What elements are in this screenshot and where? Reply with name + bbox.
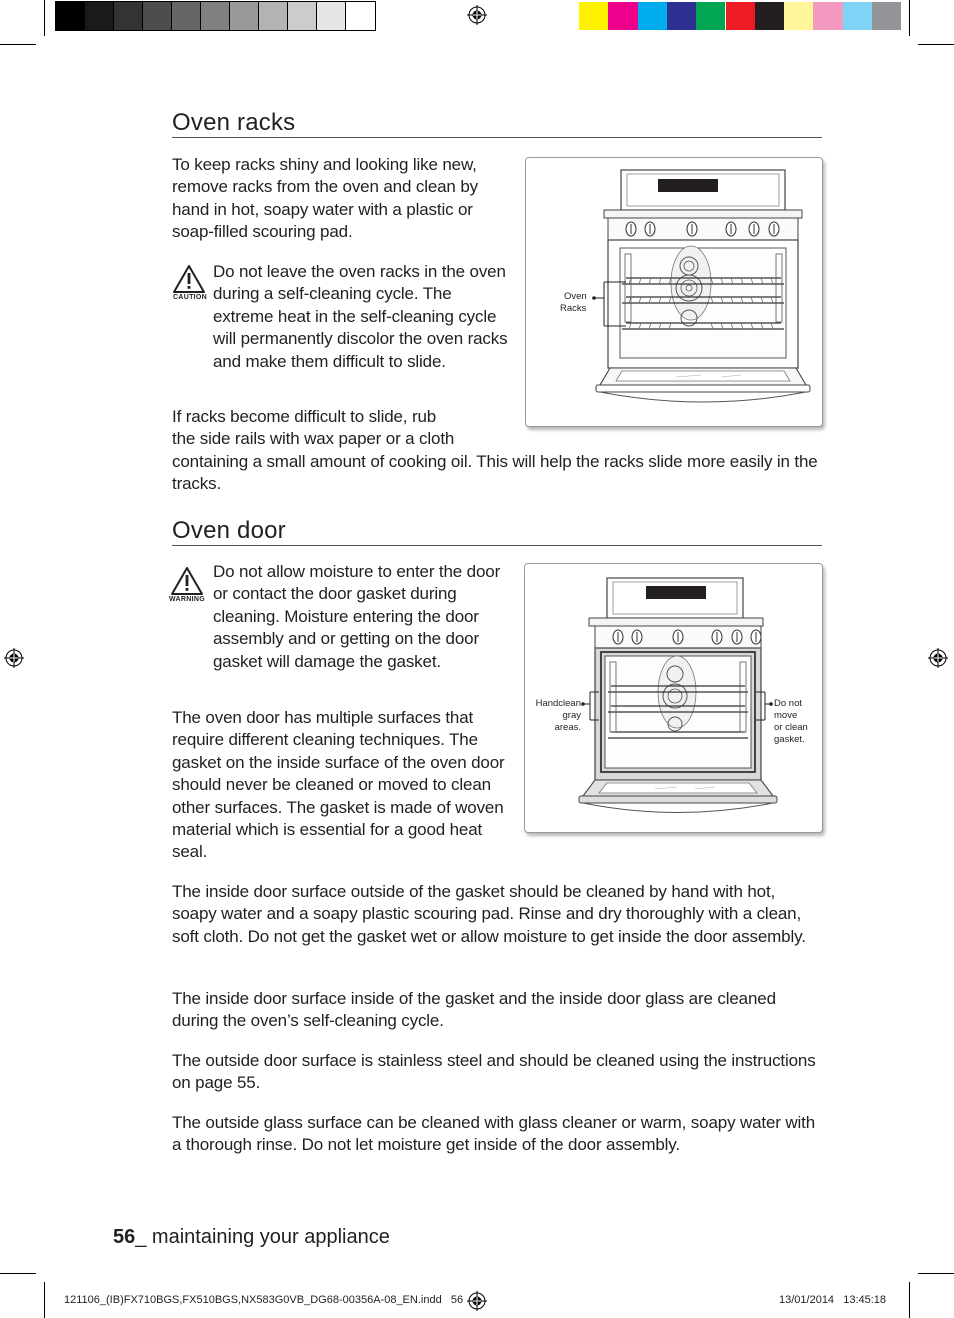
gray-swatch	[317, 2, 346, 30]
color-swatch	[872, 2, 901, 30]
racks-intro-text: To keep racks shiny and looking like new, remove racks from the oven and clean by hand in hot, soapy water with a plastic or soap-filled scouring pad.	[172, 155, 478, 242]
gray-swatch	[172, 2, 201, 30]
color-swatch	[813, 2, 842, 30]
crop-mark	[44, 0, 45, 36]
gray-swatch	[288, 2, 317, 30]
color-swatch	[784, 2, 813, 30]
color-swatch	[638, 2, 667, 30]
door-paragraph-2: The inside door surface inside of the gasket and the inside door glass are cleaned during the oven’s self-cleaning cycle.	[172, 989, 776, 1031]
handclean-label-line-1: Handclean	[535, 698, 581, 709]
door-paragraph-1: The inside door surface outside of the gasket should be cleaned by hand with hot, soapy water and a soapy plastic scouring pad. Rinse and dry thoroughly with a clean, soft cloth. Do not get the gasket wet or allow moisture to get inside the door assembly.	[172, 882, 806, 946]
racks-tip-line-2: the side rails with wax paper or a cloth	[172, 429, 455, 448]
registration-mark-icon	[4, 648, 24, 668]
gasket-label-line-2: move	[774, 710, 798, 721]
racks-tip-rest: containing a small amount of cooking oil. This will help the racks slide more easily in the tracks.	[172, 452, 818, 494]
warning-label: WARNING	[169, 596, 205, 603]
door-paragraph-3: The outside door surface is stainless steel and should be cleaned using the instructions on page 55.	[172, 1051, 816, 1093]
gray-swatch	[259, 2, 288, 30]
color-swatch	[843, 2, 872, 30]
crop-mark	[0, 44, 36, 45]
oven-door-figure	[524, 563, 823, 833]
gasket-label-line-3: or clean	[774, 722, 808, 733]
caution-text: Do not leave the oven racks in the oven during a self-cleaning cycle. The extreme heat in the self-cleaning cycle will permanently discolor the oven racks and make them difficult to slide.	[213, 262, 508, 371]
warning-icon	[169, 566, 205, 596]
oven-racks-label-line-1: Oven	[564, 291, 587, 302]
page-footer	[113, 1226, 390, 1249]
oven-racks-figure	[525, 157, 823, 427]
crop-mark	[909, 1282, 910, 1318]
handclean-label-line-3: areas.	[554, 722, 581, 733]
color-swatch	[667, 2, 696, 30]
color-swatch	[755, 2, 784, 30]
racks-tip-line-1: If racks become difficult to slide, rub	[172, 407, 437, 426]
gasket-label-line-1: Do not	[774, 698, 802, 709]
gray-swatch	[114, 2, 143, 30]
caution-label: CAUTION	[173, 294, 207, 301]
color-swatch	[696, 2, 725, 30]
registration-mark-icon	[467, 5, 487, 25]
gray-swatch	[201, 2, 230, 30]
handclean-label-line-2: gray	[562, 710, 581, 721]
gasket-label-line-4: gasket.	[774, 734, 805, 745]
gray-swatch	[56, 2, 85, 30]
door-paragraph-4: The outside glass surface can be cleaned with glass cleaner or warm, soapy water with a thorough rinse. Do not let moisture get inside of the door assembly.	[172, 1113, 816, 1155]
section-rule	[172, 545, 822, 546]
registration-mark-icon	[467, 1291, 487, 1311]
crop-mark	[918, 1273, 954, 1274]
warning-text: Do not allow moisture to enter the door or contact the door gasket during cleaning. Moisture entering the door assembly and or getting on the door gasket will damage the gasket.	[213, 562, 501, 671]
door-surfaces-text: The oven door has multiple surfaces that require different cleaning techniques. The gasket on the inside surface of the oven door should never be cleaned or moved to clean other surfaces. The gasket is made of woven material which is essential for a good heat seal.	[172, 708, 505, 862]
color-swatch	[726, 2, 755, 30]
section-title-oven-racks: Oven racks	[172, 109, 296, 136]
color-swatch	[608, 2, 637, 30]
crop-mark	[918, 44, 954, 45]
gray-swatch	[143, 2, 172, 30]
section-rule	[172, 137, 822, 138]
section-title-oven-door: Oven door	[172, 517, 286, 544]
timestamp: 13/01/2014 13:45:18	[779, 1294, 887, 1306]
crop-mark	[909, 0, 910, 36]
gray-swatch	[346, 2, 375, 30]
registration-mark-icon	[928, 648, 948, 668]
section-name: _ maintaining your appliance	[135, 1226, 390, 1248]
oven-racks-label-line-2: Racks	[560, 303, 587, 314]
crop-mark	[44, 1282, 45, 1318]
crop-mark	[0, 1273, 36, 1274]
caution-icon	[171, 264, 207, 294]
gray-swatch	[230, 2, 259, 30]
color-swatch	[579, 2, 608, 30]
gray-swatch	[85, 2, 114, 30]
file-info: 121106_(IB)FX710BGS,FX510BGS,NX583G0VB_DG68-00356A-08_EN.indd 56	[64, 1294, 464, 1306]
page-number: 56	[113, 1226, 136, 1248]
